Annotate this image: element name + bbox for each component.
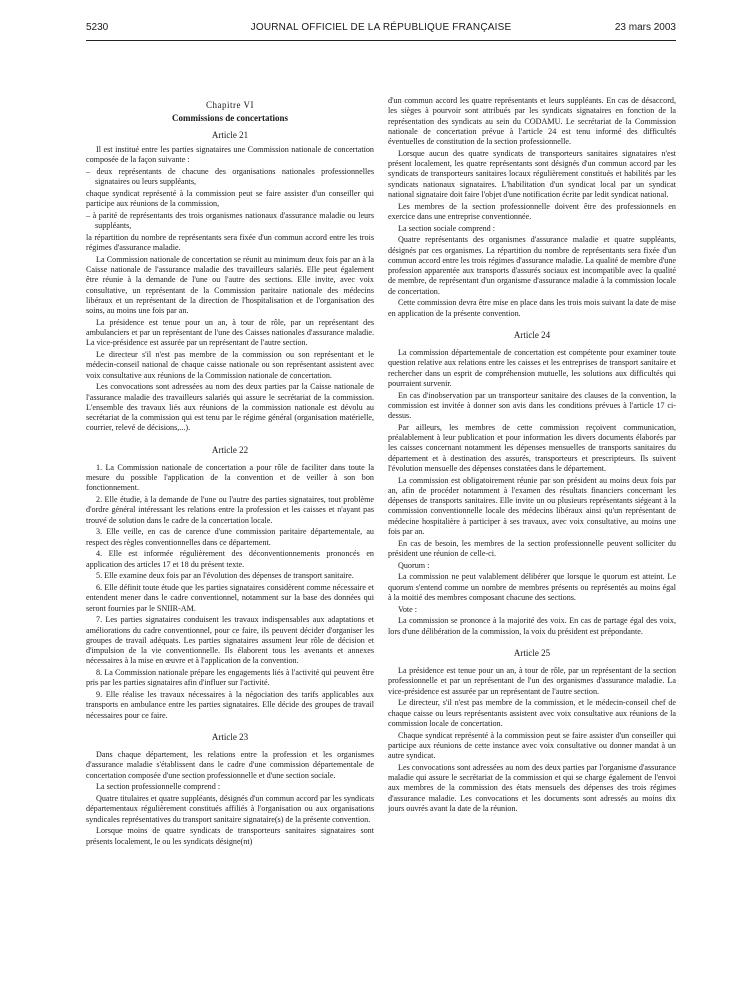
journal-title: JOURNAL OFFICIEL DE LA RÉPUBLIQUE FRANÇAISE: [250, 22, 512, 33]
paragraph: La section professionnelle comprend :: [96, 782, 221, 792]
paragraph: Vote :: [398, 604, 418, 614]
paragraph: Lorsque moins de quatre syndicats de transporteurs sanitaires signataires sont présents localement, le ou les syndicats désigne(nt): [86, 826, 374, 846]
paragraph: La présidence est tenue pour un an, à tour de rôle, par un représentant des ambulanciers et par un représentant de l'une des Caisses nationales d'assurance maladie. La vice-présidence est assurée par un représentant de l'autre section.: [86, 317, 374, 348]
paragraph: 3. Elle veille, en cas de carence d'une commission paritaire départementale, au respect des règles conventionnelles dans ce département.: [86, 527, 374, 547]
paragraph: 4. Elle est informée régulièrement des déconventionnements prononcés en application des articles 17 et 18 du présent texte.: [86, 549, 374, 569]
paragraph: La Commission nationale de concertation se réunit au minimum deux fois par an à la Caisse nationale de l'assurance maladie des travailleurs salariés. Elle peut également être réunie à la demande de l'une ou l'autre des sections. Elle invite, avec voix consultative, un représentant de la Commission paritaire nationale des médecins libéraux et un représentant de la direction de l'hospitalisation et de l'organisation des soins, au moins une fois par an.: [86, 254, 374, 315]
paragraph: La commission est obligatoirement réunie par son président au moins deux fois par an, afin de procéder notamment à l'examen des résultats financiers concernant les dépenses de transports sanitaires. Elle invite un ou plusieurs représentants siégeant à la commission conventionnelle locale des médecins libéraux ainsi qu'un représentant de médecine hospitalière à participer à ses travaux, avec voix consultative, au moins une fois par an.: [388, 475, 676, 536]
paragraph: 8. La Commission nationale prépare les engagements liés à l'activité qui peuvent être pris par les parties signataires afin d'influer sur l'activité.: [86, 668, 374, 688]
paragraph: 9. Elle réalise les travaux nécessaires à la négociation des tarifs applicables aux transports en ambulance entre les parties signataires. Elle décide des groupes de travail nécessaires pour ce faire.: [86, 690, 374, 720]
paragraph: d'un commun accord les quatre représentants et leurs suppléants. En cas de désaccord, les sièges à pourvoir sont attribués par les syndicats signataires en fonction de la représentation des syndicats au sein du CODAMU. Le secrétariat de la Commission nationale de concertation prévue à l'article 24 est tenu informé des difficultés éventuelles de constitution de la section professionnelle.: [388, 96, 676, 146]
publication-date: 23 mars 2003: [614, 22, 676, 33]
paragraph: La présidence est tenue pour un an, à tour de rôle, par un représentant de la section professionnelle et par un représentant de l'un des organismes d'assurance maladie. La vice-présidence est assurée par un représentant de l'autre section.: [388, 666, 676, 696]
paragraph: Quatre représentants des organismes d'assurance maladie et quatre suppléants, désignés par ces organismes. La répartition du nombre de représentants sera fixée d'un commun accord entre les trois régimes d'assurance maladie. La qualité de membre d'une profession apparentée aux transports d'assurés sociaux est incompatible avec la qualité de membre, de représentant d'un organisme d'assurance maladie à la commission locale de concertation.: [388, 235, 676, 296]
chapter-heading: Chapitre VI: [205, 100, 255, 110]
header-rule: [86, 40, 676, 41]
list-item: – à parité de représentants des trois organismes nationaux d'assurance maladie ou leurs suppléants,: [86, 211, 374, 232]
paragraph: Lorsque aucun des quatre syndicats de transporteurs sanitaires signataires n'est présent localement, les quatre représentants sont désignés d'un commun accord par les syndicats de transporteurs sanitaires locaux régulièrement constitués et habilités par les syndicats nationaux signataires. L'habilitation d'un syndicat local par un syndicat national signataire doit faire l'objet d'une notification écrite par ledit syndicat national.: [388, 148, 676, 199]
paragraph: Le directeur, s'il n'est pas membre de la commission, et le médecin-conseil chef de chaque caisse ou leurs représentants assistent avec voix consultative aux réunions de la commission locale de concertation.: [388, 698, 676, 728]
paragraph: Par ailleurs, les membres de cette commission reçoivent communication, préalablement à leur publication et pour information les divers documents élaborés par les caisses concernant notamment les dépenses mensuelles de transports sanitaires du département et à destination des assurés, transporteurs et prescripteurs. Ils suivent l'évolution mensuelle des dépenses constatées dans le département.: [388, 422, 676, 473]
paragraph: La section sociale comprend :: [398, 223, 496, 233]
article-21-heading: Article 21: [211, 129, 249, 140]
left-column: [86, 96, 374, 976]
paragraph: La commission départementale de concertation est compétente pour examiner toute question relative aux relations entre les caisses et les entreprises de transport sanitaire et rechercher dans un esprit de compréhension mutuelle, les solutions aux difficultés qui pourraient survenir.: [388, 348, 676, 388]
paragraph: Il est institué entre les parties signataires une Commission nationale de concertation composée de la façon suivante :: [86, 144, 374, 164]
paragraph: Dans chaque département, les relations entre la profession et les organismes d'assurance maladie s'établissent dans le cadre d'une commission départementale de concertation composée d'une section professionnelle et d'une section sociale.: [86, 750, 374, 780]
page-number: 5230: [86, 22, 109, 33]
article-24-heading: Article 24: [513, 329, 551, 340]
paragraph: chaque syndicat représenté à la commission peut se faire assister d'un conseiller qui participe aux réunions de la commission,: [86, 188, 374, 208]
paragraph: 7. Les parties signataires conduisent les travaux indispensables aux adaptations et améliorations du cadre conventionnel, pour ce faire, ils peuvent décider d'organiser les groupes de travail adéquats. Les parties signataires assument leur rôle de décision et d'impulsion de la vie conventionnelle. Ils élaborent tous les avenants et annexes nécessaires à la mise en œuvre et à l'application de la convention.: [86, 615, 374, 666]
list-item: – deux représentants de chacune des organisations nationales professionnelles signataires ou leurs suppléants,: [86, 167, 374, 188]
article-23-heading: Article 23: [211, 731, 249, 742]
paragraph: Les membres de la section professionnelle doivent être des professionnels en exercice dans une entreprise conventionnée.: [388, 201, 676, 221]
page-header: [86, 22, 676, 40]
paragraph: En cas de besoin, les membres de la section professionnelle peuvent solliciter du président une réunion de celle-ci.: [388, 538, 676, 558]
paragraph: La commission se prononce à la majorité des voix. En cas de partage égal des voix, lors d'une délibération de la commission, la voix du président est prépondante.: [388, 616, 676, 636]
paragraph: 6. Elle définit toute étude que les parties signataires considèrent comme nécessaire et entendent mener dans le cadre conventionnel, notamment sur la base des données qui seront fournies par le SNIIR-AM.: [86, 583, 374, 613]
paragraph: la répartition du nombre de représentants sera fixée d'un commun accord entre les trois régimes d'assurance maladie.: [86, 232, 374, 252]
paragraph: Le directeur s'il n'est pas membre de la commission ou son représentant et le médecin-conseil national de chaque caisse nationale ou son représentant assistent avec voix consultative aux réunions de la Commission nationale de concertation.: [86, 350, 374, 380]
paragraph: En cas d'inobservation par un transporteur sanitaire des clauses de la convention, la commission est invitée à donner son avis dans les conditions prévues à l'article 17 ci-dessus.: [388, 390, 676, 420]
paragraph: Les convocations sont adressées au nom des deux parties par l'organisme d'assurance maladie qui assure le secrétariat de la commission et qui se charge également de l'envoi aux membres de la commission des états mensuels des dépenses des trois régimes d'assurance maladie. Les convocations et les documents sont adressés au moins dix jours ouvrés avant la date de la réunion.: [388, 762, 676, 813]
paragraph: Quorum :: [398, 560, 430, 570]
paragraph: 2. Elle étudie, à la demande de l'une ou l'autre des parties signataires, tout problème d'ordre général intéressant les relations entre la profession et les caisses et n'ayant pas trouvé de solution dans le cadre de la concertation locale.: [86, 495, 374, 525]
paragraph: Quatre titulaires et quatre suppléants, désignés d'un commun accord par les syndicats départementaux régulièrement constitués affiliés à l'organisation ou aux organisations syndicales représentatives du transport sanitaire signataire(s) de la présente convention.: [86, 794, 374, 824]
section-heading: Commissions de concertations: [172, 113, 288, 124]
paragraph: 5. Elle examine deux fois par an l'évolution des dépenses de transport sanitaire.: [96, 571, 354, 581]
paragraph: Chaque syndicat représenté à la commission peut se faire assister d'un conseiller qui participe aux réunions de cette instance avec voix consultative ou donner mandat à un autre syndicat.: [388, 730, 676, 760]
article-25-heading: Article 25: [513, 647, 551, 658]
article-22-heading: Article 22: [211, 444, 249, 455]
right-column: [388, 96, 676, 976]
paragraph: La commission ne peut valablement délibérer que lorsque le quorum est atteint. Le quorum s'entend comme un nombre de membres présents ou représentés au moins égal à la moitié des membres composant chacune des sections.: [388, 572, 676, 602]
paragraph: Les convocations sont adressées au nom des deux parties par la Caisse nationale de l'assurance maladie des travailleurs salariés qui assure le secrétariat de la commission. L'ensemble des travaux liés aux réunions de la commission nationale est dévolu au secrétariat de la commission qui est tenu par le régime général (organisation matérielle, courrier, relevé de décisions,...).: [86, 382, 374, 433]
paragraph: Cette commission devra être mise en place dans les trois mois suivant la date de mise en application de la présente convention.: [388, 298, 676, 318]
paragraph: 1. La Commission nationale de concertation a pour rôle de faciliter dans toute la mesure du possible l'application de la convention et de veiller à son bon fonctionnement.: [86, 462, 374, 493]
